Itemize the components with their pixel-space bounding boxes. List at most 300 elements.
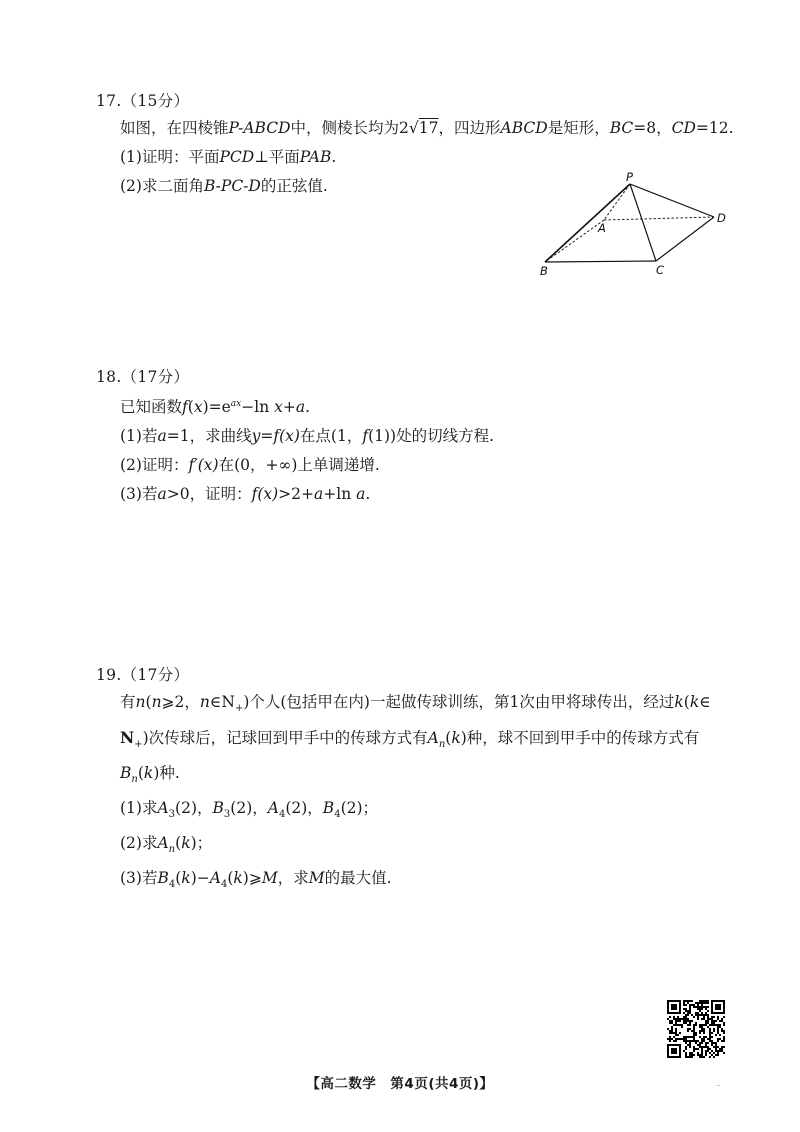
qr-module — [705, 1012, 707, 1014]
qr-module — [713, 1030, 715, 1032]
qr-module — [671, 1038, 673, 1040]
qr-module — [673, 1012, 675, 1014]
qr-module — [697, 1008, 699, 1010]
qr-module — [715, 1046, 717, 1048]
qr-module — [689, 1004, 691, 1006]
qr-module — [679, 1046, 681, 1048]
qr-module — [667, 1002, 669, 1004]
qr-module — [703, 1006, 705, 1008]
qr-module — [669, 1030, 671, 1032]
qr-module — [667, 1004, 669, 1006]
qr-module — [671, 1012, 673, 1014]
qr-module — [685, 1022, 687, 1024]
qr-module — [699, 1008, 701, 1010]
qr-module — [711, 1000, 713, 1002]
qr-module — [707, 1050, 709, 1052]
qr-module — [723, 1030, 725, 1032]
qr-module — [705, 1008, 707, 1010]
qr-module — [717, 1018, 719, 1020]
qr-module — [681, 1018, 683, 1020]
qr-module — [719, 1034, 721, 1036]
qr-module — [703, 1046, 705, 1048]
qr-module — [679, 1000, 681, 1002]
qr-module — [669, 1022, 671, 1024]
qr-module — [709, 1038, 711, 1040]
qr-module — [685, 1008, 687, 1010]
qr-module — [701, 1004, 703, 1006]
qr-module — [701, 1000, 703, 1002]
problem-17-part-1: (1)证明：平面PCD⊥平面PAB. — [120, 148, 337, 166]
qr-module — [667, 1038, 669, 1040]
qr-module — [671, 1030, 673, 1032]
qr-module — [707, 1010, 709, 1012]
qr-module — [683, 1020, 685, 1022]
qr-module — [695, 1006, 697, 1008]
qr-module — [683, 1022, 685, 1024]
qr-module — [701, 1028, 703, 1030]
page-footer: 【高二数学 第4页(共4页)】 — [306, 1076, 494, 1092]
qr-module — [703, 1014, 705, 1016]
qr-module — [711, 1006, 713, 1008]
problem-17-part-2: (2)求二面角B-PC-D的正弦值. — [120, 177, 328, 195]
qr-module — [693, 1036, 695, 1038]
qr-module — [681, 1024, 683, 1026]
qr-module — [701, 1024, 703, 1026]
qr-module — [699, 1014, 701, 1016]
qr-module — [717, 1008, 719, 1010]
qr-module — [677, 1018, 679, 1020]
qr-module — [707, 1000, 709, 1002]
qr-module — [679, 1056, 681, 1058]
qr-module — [717, 1004, 719, 1006]
qr-module — [719, 1012, 721, 1014]
qr-module — [669, 1036, 671, 1038]
qr-module — [667, 1044, 669, 1046]
qr-module — [679, 1032, 681, 1034]
qr-module — [687, 1056, 689, 1058]
qr-module — [693, 1048, 695, 1050]
qr-module — [703, 1030, 705, 1032]
qr-module — [701, 1012, 703, 1014]
qr-module — [711, 1020, 713, 1022]
qr-module — [693, 1050, 695, 1052]
qr-module — [693, 1028, 695, 1030]
qr-module — [673, 1040, 675, 1042]
qr-module — [713, 1042, 715, 1044]
qr-module — [667, 1052, 669, 1054]
qr-module — [723, 1008, 725, 1010]
qr-module — [707, 1020, 709, 1022]
qr-module — [699, 1036, 701, 1038]
qr-module — [719, 1008, 721, 1010]
qr-module — [703, 1024, 705, 1026]
qr-module — [679, 1044, 681, 1046]
qr-module — [719, 1006, 721, 1008]
qr-module — [713, 1020, 715, 1022]
qr-module — [701, 1056, 703, 1058]
qr-module — [687, 1024, 689, 1026]
qr-module — [697, 1012, 699, 1014]
qr-module — [675, 1052, 677, 1054]
qr-module — [719, 1038, 721, 1040]
qr-module — [685, 1036, 687, 1038]
qr-module — [707, 1042, 709, 1044]
qr-module — [689, 1046, 691, 1048]
qr-module — [673, 1024, 675, 1026]
qr-module — [687, 1014, 689, 1016]
qr-module — [693, 1030, 695, 1032]
qr-module — [685, 1018, 687, 1020]
qr-module — [701, 1002, 703, 1004]
qr-module — [677, 1012, 679, 1014]
qr-module — [723, 1006, 725, 1008]
qr-module — [701, 1014, 703, 1016]
qr-module — [701, 1054, 703, 1056]
qr-module — [677, 1038, 679, 1040]
qr-module — [687, 1002, 689, 1004]
qr-module — [691, 1056, 693, 1058]
qr-module — [703, 1018, 705, 1020]
qr-module — [691, 1030, 693, 1032]
qr-module — [719, 1000, 721, 1002]
qr-module — [717, 1016, 719, 1018]
label-C: C — [656, 263, 665, 277]
qr-module — [707, 1014, 709, 1016]
qr-module — [691, 1004, 693, 1006]
qr-module — [683, 1000, 685, 1002]
qr-code — [667, 1000, 725, 1058]
qr-module — [673, 1018, 675, 1020]
qr-module — [711, 1042, 713, 1044]
qr-module — [713, 1056, 715, 1058]
qr-module — [715, 1006, 717, 1008]
qr-module — [703, 1028, 705, 1030]
qr-module — [721, 1012, 723, 1014]
qr-module — [667, 1000, 669, 1002]
qr-module — [723, 1046, 725, 1048]
qr-module — [701, 1046, 703, 1048]
qr-module — [671, 1048, 673, 1050]
qr-module — [689, 1022, 691, 1024]
problem-18 — [96, 364, 736, 509]
qr-module — [693, 1034, 695, 1036]
qr-module — [709, 1048, 711, 1050]
edge-PA — [604, 184, 630, 220]
qr-module — [707, 1026, 709, 1028]
qr-module — [669, 1020, 671, 1022]
qr-module — [717, 1024, 719, 1026]
qr-module — [709, 1032, 711, 1034]
qr-module — [721, 1020, 723, 1022]
qr-module — [689, 1008, 691, 1010]
qr-module — [689, 1028, 691, 1030]
qr-module — [717, 1000, 719, 1002]
qr-module — [703, 1036, 705, 1038]
qr-module — [705, 1014, 707, 1016]
qr-module — [711, 1032, 713, 1034]
qr-module — [719, 1026, 721, 1028]
label-B: B — [540, 264, 548, 278]
qr-module — [679, 1012, 681, 1014]
qr-module — [675, 1028, 677, 1030]
qr-module — [675, 1008, 677, 1010]
qr-module — [723, 1024, 725, 1026]
qr-module — [703, 1016, 705, 1018]
qr-module — [699, 1010, 701, 1012]
qr-module — [693, 1016, 695, 1018]
qr-module — [711, 1016, 713, 1018]
qr-module — [671, 1008, 673, 1010]
qr-module — [669, 1032, 671, 1034]
qr-module — [679, 1038, 681, 1040]
qr-module — [707, 1046, 709, 1048]
label-A: A — [598, 221, 606, 235]
qr-module — [711, 1010, 713, 1012]
qr-module — [671, 1020, 673, 1022]
qr-module — [705, 1002, 707, 1004]
qr-module — [679, 1050, 681, 1052]
qr-module — [681, 1026, 683, 1028]
qr-module — [703, 1000, 705, 1002]
qr-module — [687, 1000, 689, 1002]
qr-module — [679, 1010, 681, 1012]
qr-module — [711, 1012, 713, 1014]
qr-module — [697, 1044, 699, 1046]
qr-module — [687, 1036, 689, 1038]
qr-module — [699, 1044, 701, 1046]
qr-module — [709, 1018, 711, 1020]
qr-module — [693, 1006, 695, 1008]
qr-module — [671, 1050, 673, 1052]
qr-module — [699, 1042, 701, 1044]
qr-module — [667, 1018, 669, 1020]
qr-module — [697, 1014, 699, 1016]
qr-module — [667, 1056, 669, 1058]
qr-module — [705, 1052, 707, 1054]
qr-module — [691, 1000, 693, 1002]
qr-module — [673, 1000, 675, 1002]
qr-module — [679, 1002, 681, 1004]
qr-module — [673, 1004, 675, 1006]
qr-module — [705, 1042, 707, 1044]
qr-module — [723, 1038, 725, 1040]
qr-module — [673, 1056, 675, 1058]
edge-PD — [630, 184, 714, 217]
qr-module — [685, 1038, 687, 1040]
qr-module — [709, 1056, 711, 1058]
qr-module — [677, 1016, 679, 1018]
qr-module — [697, 1002, 699, 1004]
qr-module — [711, 1024, 713, 1026]
qr-module — [693, 1038, 695, 1040]
qr-module — [679, 1018, 681, 1020]
pyramid-figure — [533, 170, 733, 280]
qr-module — [693, 1024, 695, 1026]
qr-module — [667, 1028, 669, 1030]
qr-module — [687, 1030, 689, 1032]
qr-module — [701, 1008, 703, 1010]
qr-module — [689, 1020, 691, 1022]
qr-module — [695, 1034, 697, 1036]
qr-module — [683, 1040, 685, 1042]
qr-module — [705, 1046, 707, 1048]
qr-module — [721, 1000, 723, 1002]
qr-module — [717, 1054, 719, 1056]
qr-module — [685, 1000, 687, 1002]
qr-module — [667, 1046, 669, 1048]
qr-module — [713, 1022, 715, 1024]
qr-module — [703, 1056, 705, 1058]
problem-18-header: 18.（17分） — [96, 368, 190, 386]
qr-module — [703, 1038, 705, 1040]
qr-module — [687, 1018, 689, 1020]
qr-module — [717, 1050, 719, 1052]
qr-module — [709, 1052, 711, 1054]
qr-module — [679, 1008, 681, 1010]
qr-module — [707, 1018, 709, 1020]
qr-module — [701, 1018, 703, 1020]
qr-module — [687, 1040, 689, 1042]
qr-module — [685, 1014, 687, 1016]
qr-module — [717, 1038, 719, 1040]
qr-module — [685, 1040, 687, 1042]
qr-module — [689, 1036, 691, 1038]
qr-module — [679, 1006, 681, 1008]
qr-module — [675, 1032, 677, 1034]
qr-module — [683, 1018, 685, 1020]
qr-module — [711, 1036, 713, 1038]
qr-module — [679, 1020, 681, 1022]
qr-module — [707, 1048, 709, 1050]
qr-module — [711, 1022, 713, 1024]
qr-module — [685, 1056, 687, 1058]
qr-module — [667, 1010, 669, 1012]
qr-module — [711, 1002, 713, 1004]
qr-module — [703, 1040, 705, 1042]
qr-module — [717, 1030, 719, 1032]
qr-module — [679, 1054, 681, 1056]
qr-module — [669, 1016, 671, 1018]
qr-module — [697, 1048, 699, 1050]
qr-module — [687, 1012, 689, 1014]
qr-module — [711, 1018, 713, 1020]
qr-module — [715, 1044, 717, 1046]
qr-module — [705, 1024, 707, 1026]
qr-module — [705, 1044, 707, 1046]
label-P: P — [626, 170, 633, 184]
qr-module — [721, 1046, 723, 1048]
qr-module — [693, 1046, 695, 1048]
qr-module — [707, 1016, 709, 1018]
qr-module — [701, 1006, 703, 1008]
qr-module — [683, 1038, 685, 1040]
qr-module — [689, 1054, 691, 1056]
problem-18-part-1: (1)若a=1，求曲线y=f(x)在点(1，f(1))处的切线方程. — [120, 427, 495, 446]
problem-19-part-3: (3)若$B_4(k)-A_4(k)⩾M$，求M的最大值. — [120, 869, 392, 891]
qr-module — [693, 1054, 695, 1056]
qr-module — [715, 1042, 717, 1044]
qr-module — [711, 1040, 713, 1042]
problem-19-statement-line-3: $B_n(k)$种. — [120, 764, 180, 786]
qr-module — [701, 1052, 703, 1054]
qr-module — [675, 1044, 677, 1046]
qr-module — [671, 1000, 673, 1002]
qr-module — [689, 1006, 691, 1008]
qr-module — [697, 1006, 699, 1008]
qr-module — [689, 1024, 691, 1026]
qr-module — [667, 1008, 669, 1010]
qr-module — [707, 1006, 709, 1008]
qr-module — [689, 1040, 691, 1042]
qr-module — [715, 1020, 717, 1022]
qr-module — [713, 1000, 715, 1002]
qr-module — [697, 1054, 699, 1056]
qr-module — [717, 1012, 719, 1014]
qr-module — [693, 1032, 695, 1034]
qr-module — [689, 1056, 691, 1058]
qr-module — [673, 1008, 675, 1010]
qr-module — [687, 1044, 689, 1046]
problem-19-part-2: (2)求$A_n(k)$； — [120, 834, 213, 856]
problem-17-header: 17.（15分） — [96, 92, 190, 110]
qr-module — [703, 1032, 705, 1034]
qr-module — [721, 1040, 723, 1042]
qr-module — [699, 1046, 701, 1048]
qr-module — [675, 1004, 677, 1006]
qr-module — [707, 1038, 709, 1040]
qr-module — [673, 1050, 675, 1052]
problem-19-part-1: (1)求$A_3(2)$，$B_3(2)$，$A_4(2)$，$B_4(2)$； — [120, 799, 379, 821]
qr-module — [715, 1048, 717, 1050]
qr-module — [675, 1012, 677, 1014]
qr-module — [717, 1040, 719, 1042]
qr-module — [697, 1016, 699, 1018]
qr-module — [709, 1030, 711, 1032]
qr-module — [715, 1000, 717, 1002]
qr-module — [723, 1052, 725, 1054]
qr-module — [679, 1048, 681, 1050]
qr-module — [721, 1050, 723, 1052]
qr-module — [701, 1030, 703, 1032]
qr-module — [689, 1044, 691, 1046]
label-D: D — [717, 211, 726, 225]
qr-module — [709, 1040, 711, 1042]
qr-module — [689, 1000, 691, 1002]
qr-module — [723, 1022, 725, 1024]
qr-module — [685, 1020, 687, 1022]
qr-module — [721, 1048, 723, 1050]
qr-module — [675, 1050, 677, 1052]
qr-module — [695, 1024, 697, 1026]
qr-module — [673, 1048, 675, 1050]
qr-module — [711, 1050, 713, 1052]
qr-module — [675, 1024, 677, 1026]
qr-module — [695, 1002, 697, 1004]
qr-module — [701, 1050, 703, 1052]
qr-module — [697, 1052, 699, 1054]
qr-module — [685, 1004, 687, 1006]
qr-module — [705, 1006, 707, 1008]
qr-module — [705, 1020, 707, 1022]
qr-module — [693, 1026, 695, 1028]
qr-module — [713, 1024, 715, 1026]
problem-18-part-2: (2)证明：f′(x)在(0，+∞)上单调递增. — [120, 456, 380, 475]
qr-module — [677, 1024, 679, 1026]
qr-module — [699, 1032, 701, 1034]
qr-module — [723, 1012, 725, 1014]
qr-module — [677, 1044, 679, 1046]
qr-module — [685, 1048, 687, 1050]
